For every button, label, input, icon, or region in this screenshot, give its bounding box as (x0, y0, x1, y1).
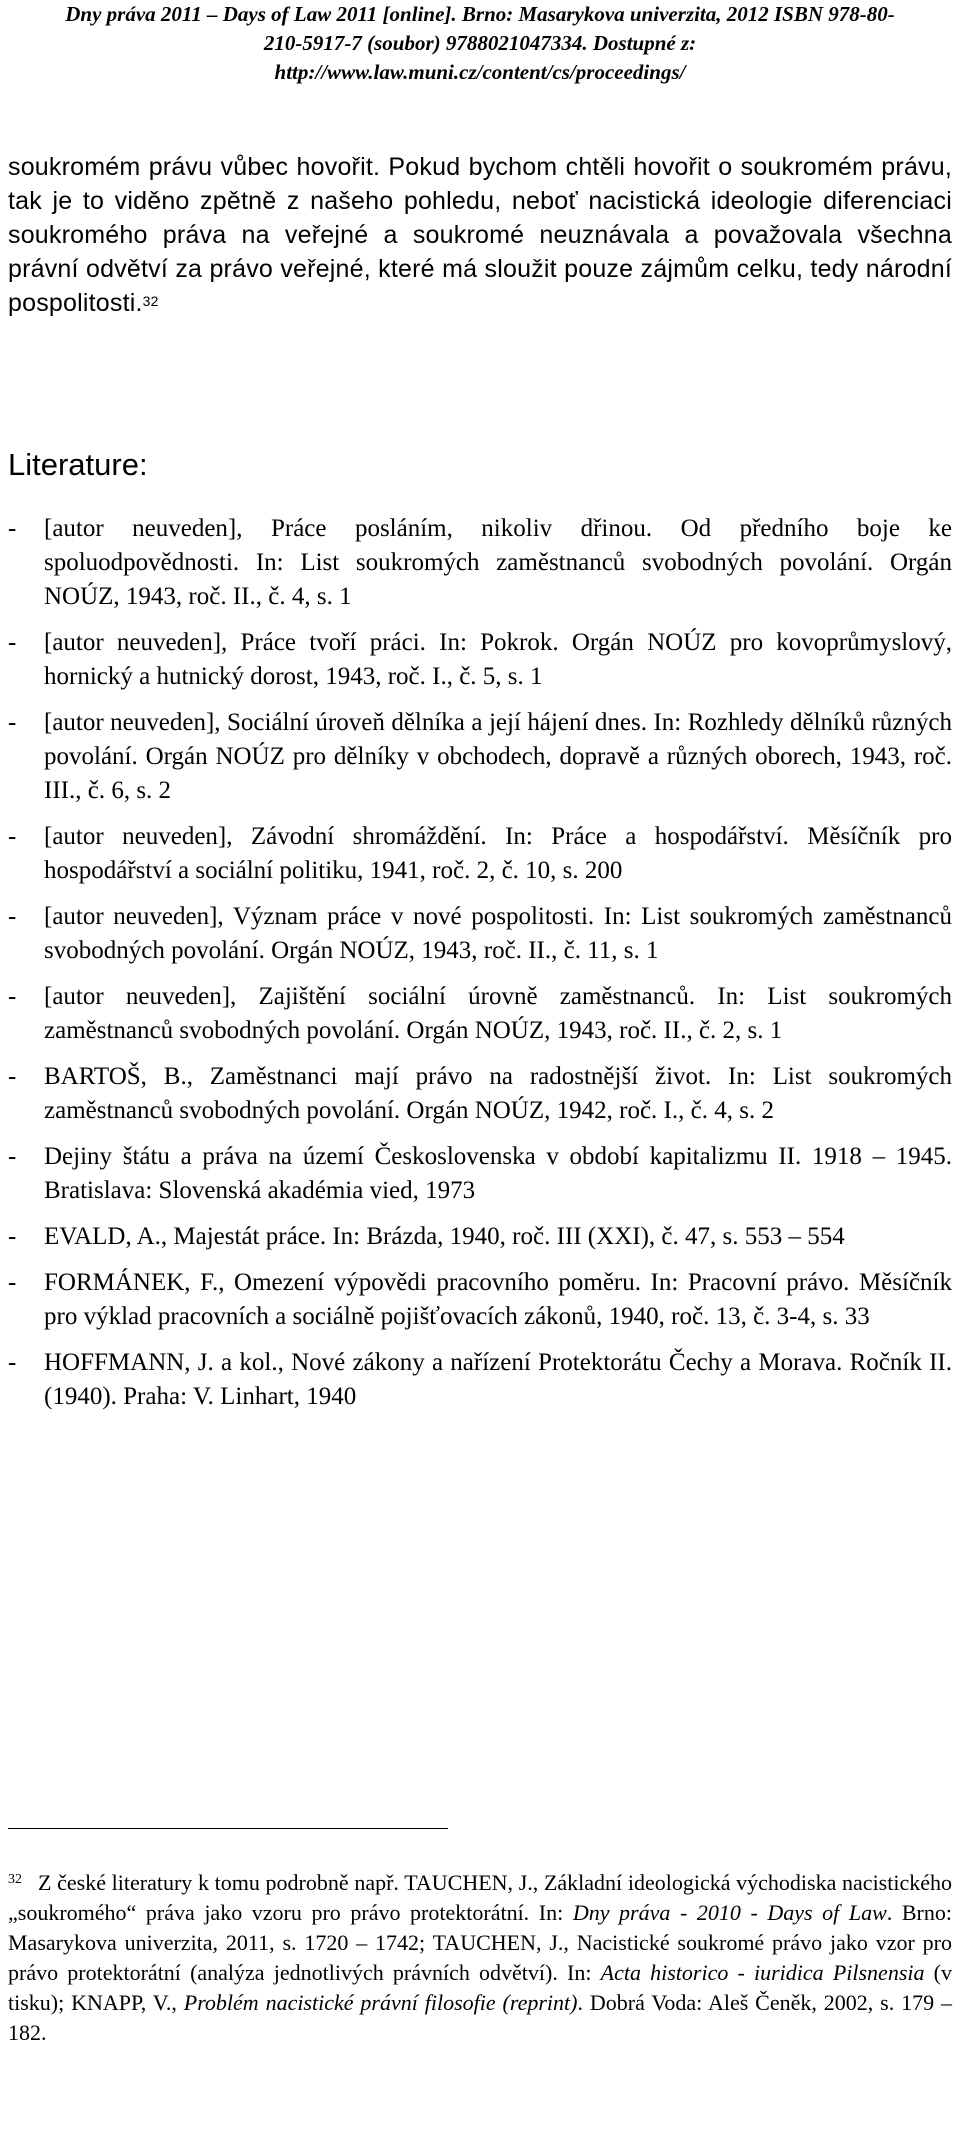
literature-item (8, 706, 952, 808)
literature-item-text: [autor neuveden], Závodní shromáždění. In: Práce a hospodářství. Měsíčník pro hospodářství a sociální politiku, 1941, roč. 2, č. 10, s. 200 (44, 823, 952, 884)
footnote-italic-3: Problém nacistické právní filosofie (reprint) (183, 1990, 578, 2015)
list-dash: - (8, 1349, 17, 1376)
footnote-text-2: . Brno: Masarykova univerzita, 2011, s. 1720 – 1742; TAUCHEN, J., Nacistické soukromé právo jako vzor pro právo protektorátní (analýza jednotlivých právních odvětví). In: (8, 1900, 952, 1985)
literature-item-text: BARTOŠ, B., Zaměstnanci mají právo na radostnější život. In: List soukromých zaměstnanců svobodných povolání. Orgán NOÚZ, 1942, roč. I., č. 4, s. 2 (44, 1063, 952, 1124)
list-dash: - (8, 1143, 17, 1170)
literature-item (8, 1220, 952, 1254)
literature-item (8, 1346, 952, 1414)
literature-item-text: HOFFMANN, J. a kol., Nové zákony a nařízení Protektorátu Čechy a Morava. Ročník II. (1940). Praha: V. Linhart, 1940 (44, 1349, 952, 1410)
list-dash: - (8, 823, 17, 850)
list-dash: - (8, 629, 17, 656)
footnote-number: 32 (8, 1872, 22, 1887)
footnote-text-1: Z české literatury k tomu podrobně např. TAUCHEN, J., Základní ideologická východiska nacistického „soukromého“ práva jako vzoru pro právo protektorátní. In: (8, 1870, 952, 1925)
literature-item-text: EVALD, A., Majestát práce. In: Brázda, 1940, roč. III (XXI), č. 47, s. 553 – 554 (44, 1223, 845, 1250)
header-line-1: Dny práva 2011 – Days of Law 2011 [online]. Brno: Masarykova univerzita, 2012 ISBN 978-80- (65, 2, 895, 26)
footnote-separator (8, 1828, 448, 1829)
footnote-text-3: (v tisku); KNAPP, V., (8, 1960, 952, 2015)
header-line-3: http://www.law.muni.cz/content/cs/proceedings/ (274, 60, 686, 84)
list-dash: - (8, 1223, 17, 1250)
literature-item-text: [autor neuveden], Sociální úroveň dělníka a její hájení dnes. In: Rozhledy dělníků různých povolání. Orgán NOÚZ pro dělníky v obchodech, dopravě a různých oborech, 1943, roč. III., č. 6, s. 2 (44, 709, 952, 804)
literature-item-text: [autor neuveden], Zajištění sociální úrovně zaměstnanců. In: List soukromých zaměstnanců svobodných povolání. Orgán NOÚZ, 1943, roč. II., č. 2, s. 1 (44, 983, 952, 1044)
list-dash: - (8, 515, 17, 542)
body-paragraph-text: soukromém právu vůbec hovořit. Pokud bychom chtěli hovořit o soukromém právu, tak je to viděno zpětně z našeho pohledu, neboť nacistická ideologie diferenciaci soukromého práva na veřejné a soukromé neuznávala a považovala všechna právní odvětví za právo veřejné, které má sloužit pouze zájmům celku, tedy národní pospolitosti. (8, 153, 952, 317)
list-dash: - (8, 1269, 17, 1296)
literature-item (8, 626, 952, 694)
list-dash: - (8, 1063, 17, 1090)
literature-item-text: [autor neuveden], Práce posláním, nikoliv dřinou. Od předního boje ke spoluodpovědnosti. In: List soukromých zaměstnanců svobodných povolání. Orgán NOÚZ, 1943, roč. II., č. 4, s. 1 (44, 515, 952, 610)
footnote-text-4: . Dobrá Voda: Aleš Čeněk, 2002, s. 179 – 182. (8, 1990, 953, 2045)
footnote (8, 1868, 952, 2048)
body-paragraph (8, 150, 952, 320)
literature-item (8, 512, 952, 614)
literature-item (8, 1266, 952, 1334)
list-dash: - (8, 983, 17, 1010)
literature-item-text: [autor neuveden], Význam práce v nové pospolitosti. In: List soukromých zaměstnanců svobodných povolání. Orgán NOÚZ, 1943, roč. II., č. 11, s. 1 (44, 903, 952, 964)
page-header (0, 0, 960, 87)
list-dash: - (8, 903, 17, 930)
literature-heading: Literature: (8, 447, 148, 482)
literature-list (8, 512, 952, 1426)
literature-item (8, 1060, 952, 1128)
footnote-reference[interactable]: 32 (142, 293, 159, 309)
literature-item (8, 900, 952, 968)
footnote-italic-2: Acta historico - iuridica Pilsnensia (600, 1960, 925, 1985)
literature-item (8, 1140, 952, 1208)
literature-item-text: [autor neuveden], Práce tvoří práci. In: Pokrok. Orgán NOÚZ pro kovoprůmyslový, hornický a hutnický dorost, 1943, roč. I., č. 5, s. 1 (44, 629, 952, 690)
header-line-2: 210-5917-7 (soubor) 9788021047334. Dostupné z: (263, 31, 697, 55)
literature-item-text: FORMÁNEK, F., Omezení výpovědi pracovního poměru. In: Pracovní právo. Měsíčník pro výklad pracovních a sociálně pojišťovacích zákonů, 1940, roč. 13, č. 3-4, s. 33 (44, 1269, 952, 1330)
list-dash: - (8, 709, 17, 736)
literature-item (8, 980, 952, 1048)
literature-item (8, 820, 952, 888)
literature-item-text: Dejiny štátu a práva na území Československa v období kapitalizmu II. 1918 – 1945. Bratislava: Slovenská akadémia vied, 1973 (44, 1143, 952, 1204)
footnote-italic-1: Dny práva - 2010 - Days of Law (572, 1900, 887, 1925)
